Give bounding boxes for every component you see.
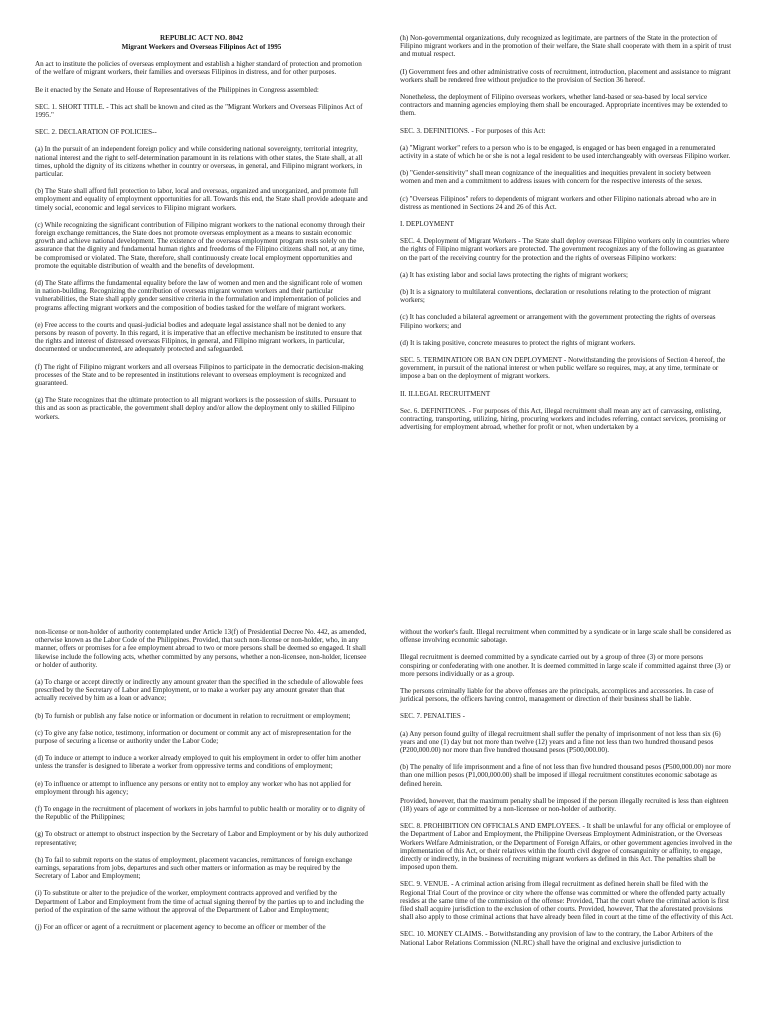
paragraph: SEC. 3. DEFINITIONS. - For purposes of this Act:	[400, 126, 546, 135]
paragraph: (e) To influence or attempt to influence any persons or entity not to employ any worker who has not applied for employment through his agency;	[35, 779, 352, 796]
paragraph: (j) For an officer or agent of a recruitment or placement agency to become an officer or member of the	[35, 923, 326, 932]
paragraph: An act to institute the policies of overseas employment and establish a higher standard of protection and promotion of the welfare of migrant workers, their families and overseas Filipinos in distress, and for other purposes.	[35, 60, 362, 77]
document-title: REPUBLIC ACT NO. 8042	[159, 34, 244, 42]
column-top-left	[35, 34, 368, 430]
paragraph: Provided, however, that the maximum penalty shall be imposed if the person illegally recruited is less than eighteen (18) years of age or committed by a non-licensee or non-holder of authority.	[400, 796, 729, 814]
column-bottom-left	[35, 628, 368, 940]
column-top-right	[400, 34, 733, 441]
column-bottom-right	[400, 628, 733, 956]
paragraph: (b) To furnish or publish any false notice or information or document in relation to recruitment or employment;	[35, 711, 351, 720]
document-title-block	[35, 34, 368, 51]
paragraph: Nonetheless, the deployment of Filipino overseas workers, whether land-based or sea-based by local service contractors and manning agencies employing them shall be encouraged. Appropriate incentives may be extended to them.	[400, 93, 728, 118]
paragraph: (a) It has existing labor and social laws protecting the rights of migrant workers;	[400, 270, 628, 279]
paragraph: (a) Any person found guilty of illegal recruitment shall suffer the penalty of imprisonment of not less than six (6) years and one (1) day but not more than twelve (12) years and a fine not less than two hundred thousand pesos (P200,000.00) nor more than five hundred thousand pesos (P500,000.00).	[400, 729, 721, 755]
paragraph: The persons criminally liable for the above offenses are the principals, accomplices and accessories. In case of juridical persons, the officers having control, management or direction of their business shall be liable.	[400, 687, 714, 704]
paragraph: (d) It is taking positive, concrete measures to protect the rights of migrant workers.	[400, 338, 636, 347]
paragraph: SEC. 9. VENUE. - A criminal action arising from illegal recruitment as defined herein shall be filed with the Regional Trial Court of the province or city where the offense was committed or where the offended party actually resides at the same time of the commission of the offense: Provided, That the court where the criminal action is first filed shall acquire jurisdiction to the exclusion of other courts. Provided, however, That the aforestated provisions shall also apply to those criminal actions that have already been filed in court at the time of the effectivity of this Act.	[400, 880, 733, 922]
paragraph: SEC. 5. TERMINATION OR BAN ON DEPLOYMENT - Notwithstanding the provisions of Section 4 hereof, the government, in pursuit of the national interest or when public welfare so requires, may, at any time, terminate or impose a ban on the deployment of migrant workers.	[400, 356, 726, 381]
paragraph: (a) "Migrant worker" refers to a person who is to be engaged, is engaged or has been engaged in a renumerated activity in a state of which he or she is not a legal resident to be used interchangeably with overseas Filipino worker.	[400, 143, 731, 161]
paragraph: (d) The State affirms the fundamental equality before the law of women and men and the significant role of women in nation-building. Recognizing the contribution of overseas migrant women workers and their particular vulnerabilities, the State shall apply gender sensitive criteria in the formulation and implementation of policies and programs affecting migrant workers and the composition of bodies tasked for the welfare of migrant workers.	[35, 279, 363, 312]
paragraph: (a) In the pursuit of an independent foreign policy and while considering national sovereignty, territorial integrity, national interest and the right to self-determination paramount in its relations with other states, the State shall, at all times, uphold the dignity of its citizens whether in country or overseas, in general, and Filipino migrant workers, in particular.	[35, 145, 363, 179]
paragraph: (g) The State recognizes that the ultimate protection to all migrant workers is the possession of skills. Pursuant to this and as soon as practicable, the government shall deploy and/or allow the deployment only to skilled Filipino workers.	[35, 396, 357, 421]
paragraph: SEC. 4. Deployment of Migrant Workers - The State shall deploy overseas Filipino workers only in countries where the rights of Filipino migrant workers are protected. The government recognizes any of the following as guarantee on the part of the receiving country for the protection and the rights of overseas Filipino workers:	[400, 237, 730, 262]
paragraph: (b) The penalty of life imprisonment and a fine of not less than five hundred thousand pesos (P500,000.00) nor more than one million pesos (P1,000,000.00) shall be imposed if illegal recruitment constitutes economic sabotage as defined herein.	[400, 763, 732, 788]
paragraph: I. DEPLOYMENT	[400, 220, 454, 229]
paragraph: (g) To obstruct or attempt to obstruct inspection by the Secretary of Labor and Employment or by his duly authorized representative;	[35, 830, 368, 847]
page-bottom	[0, 608, 768, 1024]
paragraph: without the worker's fault. Illegal recruitment when committed by a syndicate or in large scale shall be considered as offense involving economic sabotage.	[400, 628, 732, 645]
paragraph: (c) To give any false notice, testimony, information or document or commit any act of misrepresentation for the purpose of securing a license or authority under the Labor Code;	[35, 728, 352, 746]
paragraph: II. ILLEGAL RECRUITMENT	[400, 389, 491, 398]
paragraph: SEC. 8. PROHIBITION ON OFFICIALS AND EMPLOYEES. - It shall be unlawful for any official or employee of the Department of Labor and Employment, the Philippine Overseas Employment Administration, or the Overseas Workers Welfare Administration, or the Department of Foreign Affairs, or other government agencies involved in the implementation of this Act, or their relatives within the fourth civil degree of consanguinity or affinity, to engage, directly or indirectly, in the business of recruiting migrant workers as defined in this Act. The penalties shall be imposed upon them.	[400, 822, 733, 872]
paragraph: (I) Government fees and other administrative costs of recruitment, introduction, placement and assistance to migrant workers shall be rendered free without prejudice to the provision of Section 36 hereof.	[400, 67, 731, 84]
paragraph: (b) "Gender-sensitivity" shall mean cognizance of the inequalities and inequities prevalent in society between women and men and a commitment to address issues with concern for the respective interests of the sexes.	[400, 169, 711, 186]
paragraph: (h) To fail to submit reports on the status of employment, placement vacancies, remittances of foreign exchange earnings, separations from jobs, departures and such other matters or information as may be required by the Secretary of Labor and Employment;	[35, 855, 353, 881]
paragraph: (c) "Overseas Filipinos" refers to dependents of migrant workers and other Filipino nationals abroad who are in distress as mentioned in Sections 24 and 26 of this Act.	[400, 194, 717, 211]
paragraph: (b) It is a signatory to multilateral conventions, declaration or resolutions relating to the protection of migrant workers;	[400, 288, 711, 305]
paragraph: (e) Free access to the courts and quasi-judicial bodies and adequate legal assistance shall not be denied to any persons by reason of poverty. In this regard, it is imperative that an effective mechanism be instituted to ensure that the rights and interest of distressed overseas Filipinos, in general, and Filipino migrant workers, in particular, documented or undocumented, are adequately protected and safeguarded.	[35, 320, 363, 354]
paragraph: SEC. 1. SHORT TITLE. - This act shall be known and cited as the "Migrant Workers and Overseas Filipinos Act of 1995."	[35, 102, 363, 119]
paragraph: SEC. 2. DECLARATION OF POLICIES--	[35, 128, 157, 137]
document-subtitle: Migrant Workers and Overseas Filipinos Act of 1995	[121, 42, 282, 51]
paragraph: (c) It has concluded a bilateral agreement or arrangement with the government protecting the rights of overseas Filipino workers; and	[400, 313, 716, 330]
paragraph: (f) The right of Filipino migrant workers and all overseas Filipinos to participate in the democratic decision-making processes of the State and to be represented in institutions relevant to overseas employment is recognized and guaranteed.	[35, 362, 364, 388]
paragraph: Be it enacted by the Senate and House of Representatives of the Philippines in Congress assembled:	[35, 85, 319, 94]
paragraph: (b) The State shall afford full protection to labor, local and overseas, organized and unorganized, and promote full employment and equality of employment opportunities for all. Towards this end, the State shall provide adequate and timely social, economic and legal services to Filipino migrant workers.	[35, 187, 368, 212]
paragraph: non-license or non-holder of authority contemplated under Article 13(f) of Presidential Decree No. 442, as amended, otherwise known as the Labor Code of the Philippines. Provided, that such non-license or non-holder, who, in any manner, offers or promises for a fee employment abroad to two or more persons shall be deemed so engaged. It shall likewise include the following acts, whether committed by any persons, whether a non-licensee, non-holder, licensee or holder of authority.	[35, 628, 367, 669]
paragraph: (f) To engage in the recruitment of placement of workers in jobs harmful to public health or morality or to dignity of the Republic of the Philippines;	[35, 805, 366, 822]
paragraph: (i) To substitute or alter to the prejudice of the worker, employment contracts approved and verified by the Department of Labor and Employment from the time of actual signing thereof by the parties up to and including the period of the expiration of the same without the approval of the Department of Labor and Employment;	[35, 889, 364, 914]
paragraph: (a) To charge or accept directly or indirectly any amount greater than the specified in the schedule of allowable fees prescribed by the Secretary of Labor and Employment, or to make a worker pay any amount greater than that actually received by him as a loan or advance;	[35, 678, 363, 703]
paragraph: Illegal recruitment is deemed committed by a syndicate carried out by a group of three (3) or more persons conspiring or confederating with one another. It is deemed committed in large scale if committed against three (3) or more persons individually or as a group.	[400, 653, 731, 678]
paragraph: (d) To induce or attempt to induce a worker already employed to quit his employment in order to offer him another unless the transfer is designed to liberate a worker from oppressive terms and conditions of employment;	[35, 754, 361, 771]
paragraph: (h) Non-governmental organizations, duly recognized as legitimate, are partners of the State in the protection of Filipino migrant workers and in the promotion of their welfare, the State shall cooperate with them in a spirit of trust and mutual respect.	[400, 34, 732, 59]
paragraph: (c) While recognizing the significant contribution of Filipino migrant workers to the national economy through their foreign exchange remittances, the State does not promote overseas employment as a means to sustain economic growth and achieve national development. The existence of the overseas employment program rests solely on the assurance that the dignity and fundamental human rights and freedoms of the Filipino citizens shall not, at any time, be compromised or violated. The State, therefore, shall continuously create local employment opportunities and promote the equitable distribution of wealth and the benefits of development.	[35, 220, 365, 270]
paragraph: SEC. 7. PENALTIES -	[400, 712, 465, 721]
paragraph: SEC. 10. MONEY CLAIMS. - Botwithstanding any provision of law to the contrary, the Labor Arbiters of the National Labor Relations Commission (NLRC) shall have the original and exclusive jurisdiction to	[400, 930, 713, 947]
paragraph: Sec. 6. DEFINITIONS. - For purposes of this Act, illegal recruitment shall mean any act of canvassing, enlisting, contracting, transporting, utilizing, hiring, procuring workers and includes referring, contact services, promising or advertising for employment abroad, whether for profit or not, when undertaken by a	[400, 406, 726, 432]
